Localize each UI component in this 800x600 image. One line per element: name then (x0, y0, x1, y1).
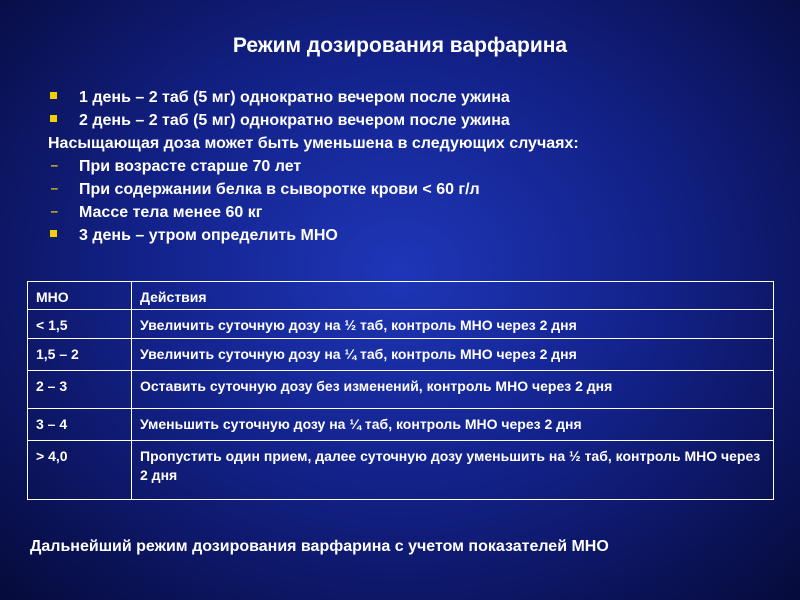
bullet-text: Массе тела менее 60 кг (79, 204, 263, 221)
table-header-row (28, 282, 774, 310)
header-inr: МНО (28, 282, 132, 310)
table-row (28, 310, 774, 339)
table-row (28, 409, 774, 441)
bullet-text: 3 день – утром определить МНО (79, 227, 338, 244)
square-bullet-icon (50, 230, 57, 237)
inr-range-cell: > 4,0 (28, 441, 132, 500)
action-cell: Оставить суточную дозу без изменений, контроль МНО через 2 дня (132, 371, 774, 409)
hyphen-bullet-icon: ‒ (51, 158, 58, 172)
table-row (28, 441, 774, 500)
slide-title: Режим дозирования варфарина (232, 34, 568, 57)
action-cell: Увеличить суточную дозу на ½ таб, контроль МНО через 2 дня (132, 310, 774, 339)
hyphen-bullet-icon: ‒ (51, 181, 58, 195)
sub-bullet-protein (48, 178, 768, 201)
loading-dose-note (48, 132, 768, 155)
sub-bullet-weight (48, 201, 768, 224)
inr-range-cell: 1,5 – 2 (28, 339, 132, 371)
bullet-text: 1 день – 2 таб (5 мг) однократно вечером после ужина (79, 89, 510, 106)
table-row (28, 339, 774, 371)
bullet-day-1 (48, 86, 768, 109)
dosing-table (27, 281, 774, 500)
table-row (28, 371, 774, 409)
sub-bullet-age (48, 155, 768, 178)
square-bullet-icon (50, 115, 57, 122)
inr-range-cell: 3 – 4 (28, 409, 132, 441)
footer-note: Дальнейший режим дозирования варфарина с учетом показателей МНО (30, 538, 609, 555)
square-bullet-icon (50, 92, 57, 99)
inr-range-cell: 2 – 3 (28, 371, 132, 409)
action-cell: Пропустить один прием, далее суточную дозу уменьшить на ½ таб, контроль МНО через 2 дня (132, 441, 774, 500)
bullet-text: 2 день – 2 таб (5 мг) однократно вечером после ужина (79, 112, 510, 129)
bullet-text: При содержании белка в сыворотке крови < 60 г/л (79, 181, 480, 198)
bullet-day-2 (48, 109, 768, 132)
bullet-day-3 (48, 224, 768, 247)
header-actions: Действия (132, 282, 774, 310)
bullet-text: Насыщающая доза может быть уменьшена в следующих случаях: (48, 135, 579, 152)
action-cell: Увеличить суточную дозу на ¼ таб, контроль МНО через 2 дня (132, 339, 774, 371)
bullet-text: При возрасте старше 70 лет (79, 158, 302, 175)
action-cell: Уменьшить суточную дозу на ¼ таб, контроль МНО через 2 дня (132, 409, 774, 441)
bullet-list (48, 86, 768, 247)
hyphen-bullet-icon: ‒ (51, 204, 58, 218)
inr-range-cell: < 1,5 (28, 310, 132, 339)
